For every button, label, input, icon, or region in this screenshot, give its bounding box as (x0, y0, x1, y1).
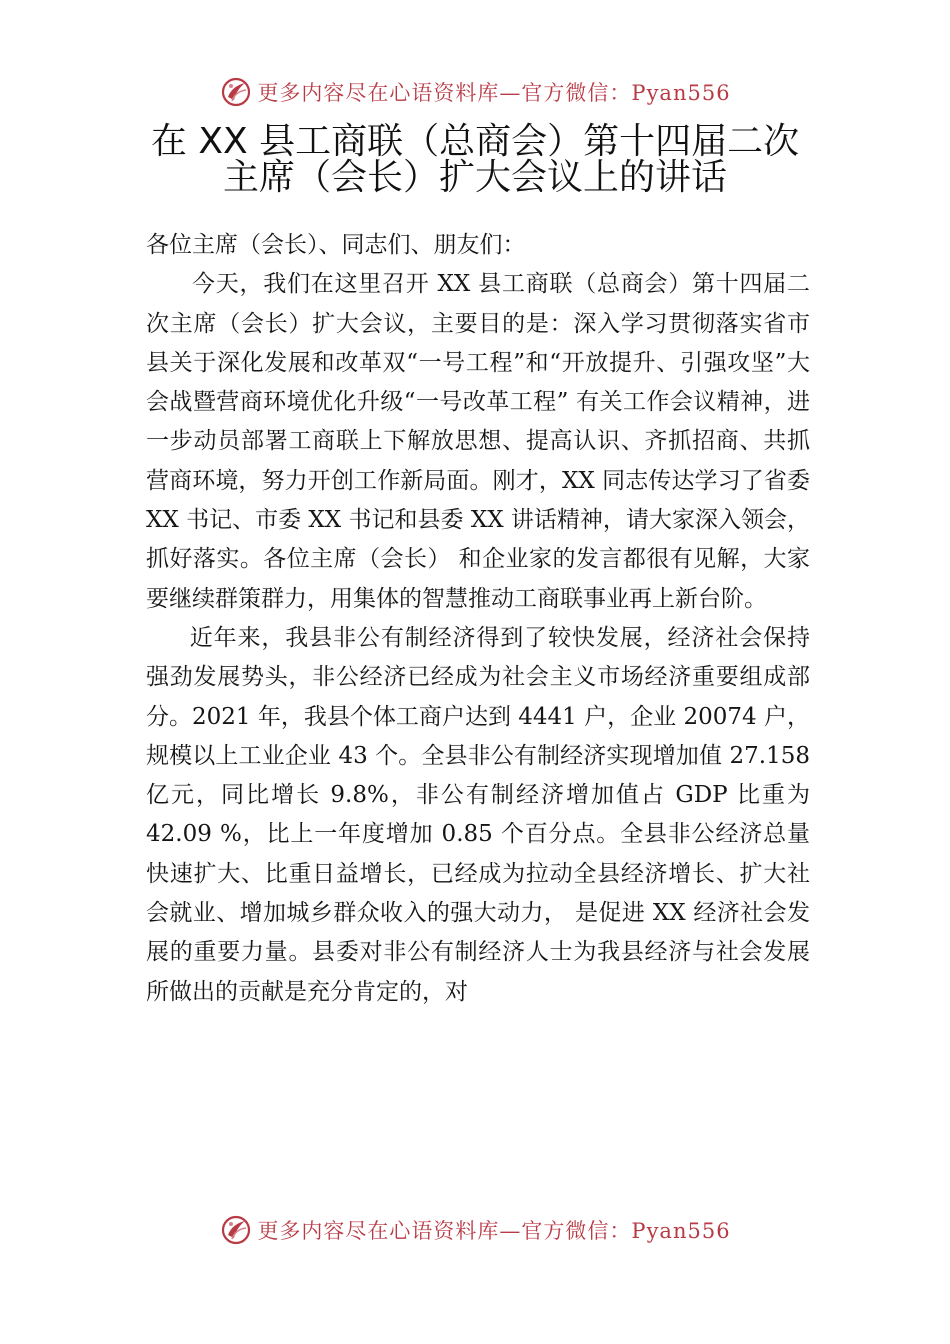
banner-text: 更多内容尽在心语资料库—官方微信：Pyan556 (257, 1219, 731, 1243)
banner-text: 更多内容尽在心语资料库—官方微信：Pyan556 (257, 81, 731, 105)
title-line-1: 在 XX 县工商联（总商会）第十四届二次 (150, 121, 800, 162)
flame-swirl-logo-icon (219, 75, 253, 109)
flame-swirl-logo-icon (219, 1213, 253, 1247)
document-title (120, 121, 830, 198)
header-watermark-banner (0, 70, 950, 114)
document-body (146, 226, 810, 1012)
paragraph-2: 近年来，我县非公有制经济得到了较快发展，经济社会保持强劲发展势头，非公经济已经成为社会主义市场经济重要组成部分。2021 年，我县个体工商户达到 4441 户，企业 20074 户，规模以上工业企业 43 个。全县非公有制经济实现增加值 27.158 亿元，同比增长 9.8%，非公有制经济增加值占 GDP 比重为 42.09 %，比上一年度增加 0.85 个百分点。全县非公经济总量快速扩大、比重日益增长，已经成为拉动全县经济增长、扩大社会就业、增加城乡群众收入的强大动力， 是促进 XX 经济社会发展的重要力量。县委对非公有制经济人士为我县经济与社会发展所做出的贡献是充分肯定的，对 (146, 624, 810, 1005)
footer-watermark-banner (0, 1208, 950, 1252)
paragraph-1: 今天，我们在这里召开 XX 县工商联（总商会）第十四届二次主席（会长）扩大会议，主要目的是：深入学习贯彻落实省市县关于深化发展和改革双“一号工程”和“开放提升、引强攻坚”大会战暨营商环境优化升级“一号改革工程” 有关工作会议精神，进一步动员部署工商联上下解放思想、提高认识、齐抓招商、共抓营商环境，努力开创工作新局面。刚才，XX 同志传达学习了省委 XX 书记、市委 XX 书记和县委 XX 讲话精神，请大家深入领会，抓好落实。各位主席（会长） 和企业家的发言都很有见解，大家要继续群策群力，用集体的智慧推动工商联事业再上新台阶。 (146, 271, 810, 612)
salutation: 各位主席（会长）、同志们、朋友们： (146, 232, 526, 258)
title-line-2: 主席（会长）扩大会议上的讲话 (222, 157, 727, 198)
